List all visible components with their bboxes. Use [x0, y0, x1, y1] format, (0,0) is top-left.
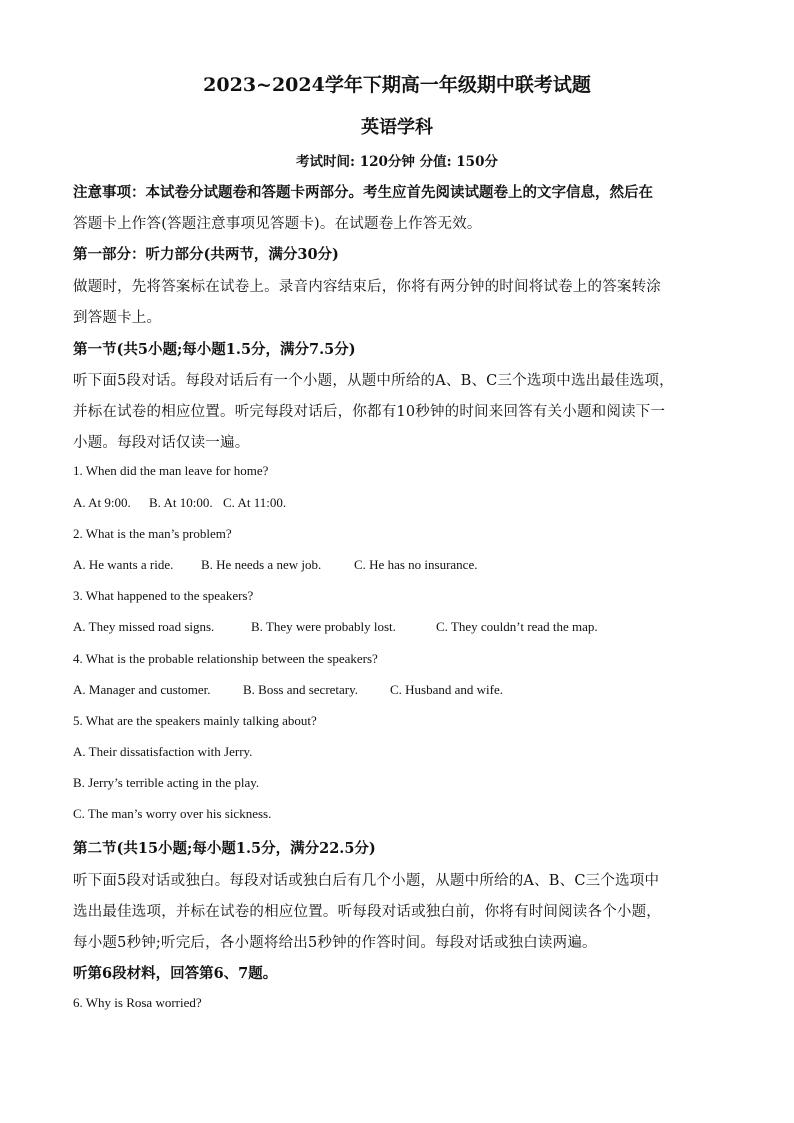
option-c: C. They couldn’t read the map. — [436, 619, 598, 634]
question-5-option-c: C. The man’s worry over his sickness. — [73, 806, 272, 821]
section1-instruction-3: 小题。每段对话仅读一遍。 — [73, 435, 250, 451]
question-1: 1. When did the man leave for home? — [73, 463, 269, 478]
question-2-options — [73, 557, 477, 573]
option-a: A. At 9:00. — [73, 495, 131, 510]
question-4-options — [73, 682, 503, 698]
option-c: C. He has no insurance. — [354, 557, 478, 572]
notice-line-2: 答题卡上作答(答题注意事项见答题卡)。在试题卷上作答无效。 — [73, 216, 482, 232]
option-b: B. They were probably lost. — [251, 619, 396, 634]
section2-instruction-1: 听下面5段对话或独白。每段对话或独白后有几个小题，从题中所给的A、B、C三个选项中 — [73, 873, 660, 889]
question-3: 3. What happened to the speakers? — [73, 588, 254, 603]
question-5-option-a: A. Their dissatisfaction with Jerry. — [73, 744, 253, 759]
question-5: 5. What are the speakers mainly talking about? — [73, 713, 317, 728]
question-1-options — [73, 495, 286, 511]
question-5-option-b: B. Jerry’s terrible acting in the play. — [73, 775, 260, 790]
option-a: A. He wants a ride. — [73, 557, 174, 572]
question-2: 2. What is the man’s problem? — [73, 526, 232, 541]
part1-heading: 第一部分：听力部分(共两节，满分30分) — [73, 246, 339, 263]
option-b: B. Boss and secretary. — [243, 682, 359, 697]
exam-title: 2023~2024学年下期高一年级期中联考试题 — [203, 74, 591, 96]
section1-instruction-2: 并标在试卷的相应位置。听完每段对话后，你都有10秒钟的时间来回答有关小题和阅读下一 — [73, 404, 666, 420]
part1-instruction-2: 到答题卡上。 — [73, 310, 162, 326]
notice-line-1: 注意事项：本试卷分试题卷和答题卡两部分。考生应首先阅读试题卷上的文字信息，然后在 — [73, 184, 653, 201]
option-c: C. Husband and wife. — [390, 682, 504, 697]
subject-title: 英语学科 — [361, 117, 433, 138]
section2-instruction-2: 选出最佳选项，并标在试卷的相应位置。听每段对话或独白前，你将有时间阅读各个小题， — [73, 904, 661, 920]
option-c: C. At 11:00. — [223, 495, 287, 510]
section1-heading: 第一节(共5小题;每小题1.5分，满分7.5分) — [73, 341, 356, 358]
option-a: A. They missed road signs. — [73, 619, 215, 634]
option-b: B. He needs a new job. — [201, 557, 322, 572]
question-4: 4. What is the probable relationship between the speakers? — [73, 651, 378, 666]
material-6-heading: 听第6段材料，回答第6、7题。 — [73, 965, 278, 982]
section2-instruction-3: 每小题5秒钟;听完后，各小题将给出5秒钟的作答时间。每段对话或独白读两遍。 — [73, 935, 597, 951]
section2-heading: 第二节(共15小题;每小题1.5分，满分22.5分) — [73, 840, 376, 857]
section1-instruction-1: 听下面5段对话。每段对话后有一个小题，从题中所给的A、B、C三个选项中选出最佳选项， — [73, 373, 674, 389]
question-6: 6. Why is Rosa worried? — [73, 995, 202, 1010]
question-3-options — [73, 619, 598, 635]
part1-instruction-1: 做题时，先将答案标在试卷上。录音内容结束后，你将有两分钟的时间将试卷上的答案转涂 — [73, 279, 661, 295]
exam-info: 考试时间: 120分钟 分值: 150分 — [296, 154, 498, 170]
option-b: B. At 10:00. — [149, 495, 213, 510]
option-a: A. Manager and customer. — [73, 682, 211, 697]
